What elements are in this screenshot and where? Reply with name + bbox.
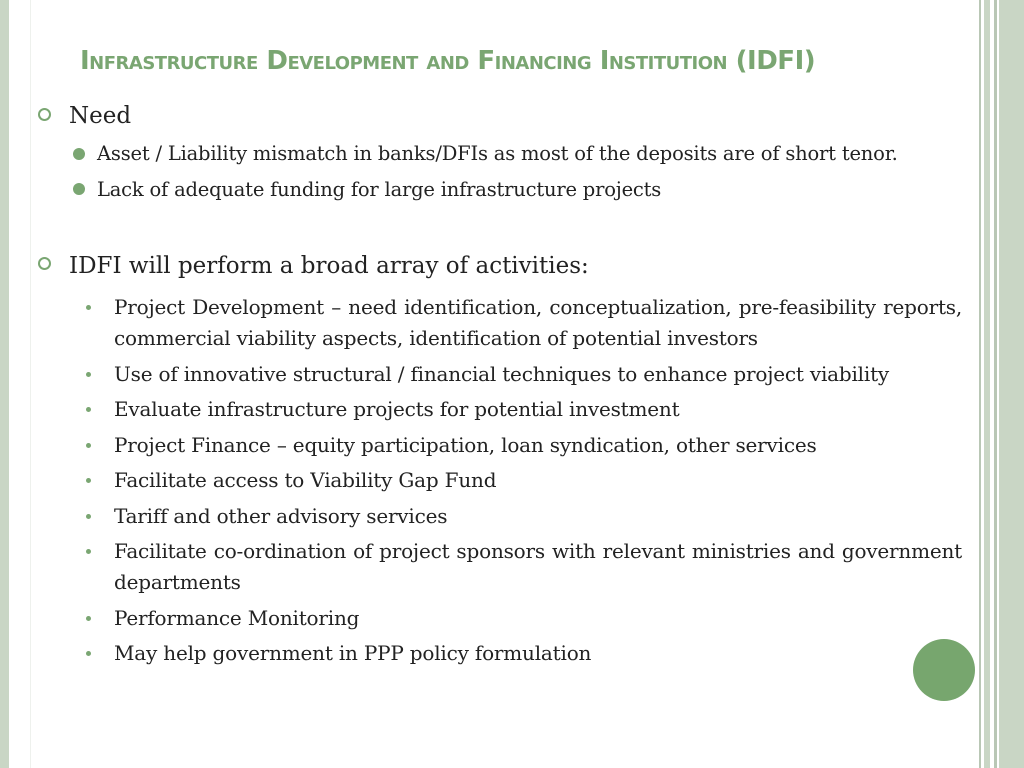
need-item: Lack of adequate funding for large infrastructure projects	[97, 178, 662, 201]
bullet-dot-icon	[86, 407, 91, 412]
bullet-dot-icon	[73, 183, 85, 195]
list-item: Tariff and other advisory services	[114, 501, 962, 532]
list-item: Use of innovative structural / financial techniques to enhance project viability	[114, 359, 962, 390]
ring-bullet-icon	[38, 108, 51, 121]
list-item: Facilitate co-ordination of project sponsors with relevant ministries and government departments	[114, 536, 962, 598]
bullet-dot-icon	[86, 443, 91, 448]
need-item: Asset / Liability mismatch in banks/DFIs as most of the deposits are of short tenor.	[97, 142, 898, 165]
activities-heading: IDFI will perform a broad array of activities:	[69, 253, 589, 279]
list-item: Project Finance – equity participation, loan syndication, other services	[114, 430, 962, 461]
list-item: May help government in PPP policy formulation	[114, 638, 962, 669]
right-stripe	[984, 0, 990, 768]
bullet-dot-icon	[86, 651, 91, 656]
need-heading: Need	[69, 103, 132, 129]
bullet-dot-icon	[86, 478, 91, 483]
title-close: )	[803, 46, 816, 76]
right-stripe	[979, 0, 981, 768]
slide-title	[80, 46, 970, 76]
bullet-dot-icon	[86, 372, 91, 377]
bullet-dot-icon	[86, 616, 91, 621]
list-item: Performance Monitoring	[114, 603, 962, 634]
title-text: Infrastructure Development and Financing Institution (	[80, 46, 748, 76]
bullet-dot-icon	[86, 514, 91, 519]
right-stripe	[999, 0, 1024, 768]
activities-list	[114, 292, 962, 674]
bullet-dot-icon	[86, 305, 91, 310]
title-abbr: IDFI	[747, 46, 804, 76]
bullet-dot-icon	[73, 148, 85, 160]
left-decorative-line	[30, 0, 31, 768]
list-item: Project Development – need identification, conceptualization, pre-feasibility reports, commercial viability aspects, identification of potential investors	[114, 292, 962, 354]
list-item: Evaluate infrastructure projects for potential investment	[114, 394, 962, 425]
bullet-dot-icon	[86, 549, 91, 554]
decorative-circle	[913, 639, 975, 701]
ring-bullet-icon	[38, 257, 51, 270]
list-item: Facilitate access to Viability Gap Fund	[114, 465, 962, 496]
left-decorative-bar	[0, 0, 9, 768]
right-stripe	[994, 0, 997, 768]
